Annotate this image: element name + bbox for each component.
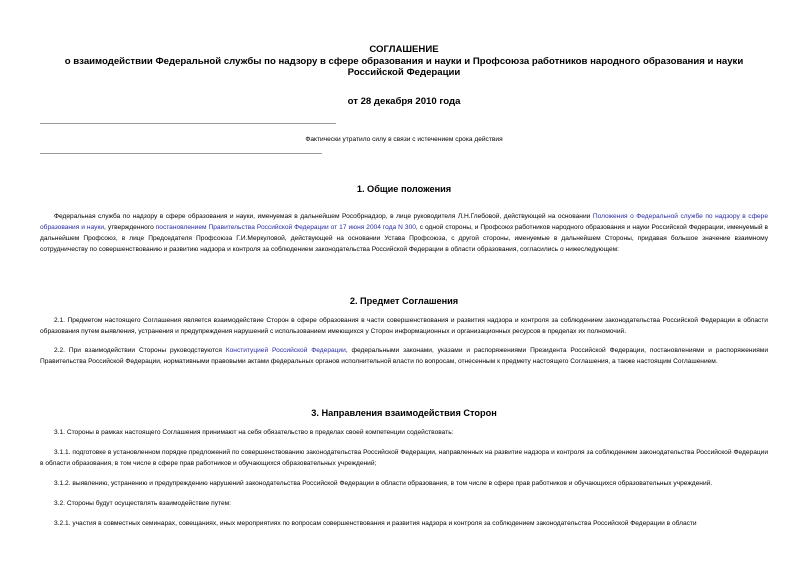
document-title-block bbox=[40, 44, 768, 79]
document-subtitle: о взаимодействии Федеральной службы по надзору в сфере образования и науки и Профсоюза работников народного образования и науки Российской Федерации bbox=[64, 55, 744, 78]
section-1-paragraph bbox=[40, 212, 768, 256]
section-2-heading: 2. Предмет Соглашения bbox=[349, 296, 459, 306]
regulation-link[interactable]: Положения о Федеральной службе по надзору в сфере образования и науки bbox=[40, 213, 768, 231]
document-title: СОГЛАШЕНИЕ bbox=[369, 44, 439, 55]
clause-2-2 bbox=[40, 346, 768, 368]
separator-top bbox=[40, 123, 336, 124]
clause-3-1: 3.1. Стороны в рамках настоящего Соглашения принимают на себя обязательство в пределах своей компетенции содействовать: bbox=[54, 429, 454, 436]
paragraph-text: , с одной стороны, и Профсоюз работников народного образования и науки Российской Федерации, именуемый в дальнейшем Профсоюз, в лице Председателя Профсоюза Г.И.Меркуловой, действующей на основании Устава Профсоюза, с другой стороны, именуемые в дальнейшем Стороны, придавая большое значение взаимному сотрудничеству по совершенствованию и развитию надзора и контроля за соблюдением законодательства Российской Федерации в области образования, согласились о нижеследующем: bbox=[40, 223, 768, 253]
paragraph-text: , утвержденного bbox=[104, 223, 156, 231]
separator-bottom bbox=[40, 153, 322, 154]
clause-3-2-1: 3.2.1. участия в совместных семинарах, совещаниях, иных мероприятиях по вопросам совершенствования и развития надзора и контроля за соблюдением законодательства Российской Федерации в области bbox=[54, 520, 697, 527]
paragraph-text: Федеральная служба по надзору в сфере образования и науки, именуемая в дальнейшем Рособрнадзор, в лице руководителя Л.Н.Глебовой, действующей на основании bbox=[54, 213, 593, 220]
paragraph-text: , федеральными законами, указами и распоряжениями Президента Российской Федерации, постановлениями и распоряжениями Правительства Российской Федерации, нормативными правовыми актами федеральных органов исполнительной власти по вопросам, отнесенным к предмету настоящего Соглашения, а также настоящим Соглашением. bbox=[40, 347, 768, 365]
clause-2-1: 2.1. Предметом настоящего Соглашения является взаимодействие Сторон в сфере образования в части совершенствования и развития надзора и контроля за соблюдением законодательства Российской Федерации в области образования путем выявления, устранения и предупреждения нарушений с использованием имеющихся у Сторон информационных и организационных ресурсов в пределах их полномочий. bbox=[40, 317, 768, 335]
paragraph-text: 2.2. При взаимодействии Стороны руководствуются bbox=[54, 347, 226, 354]
clause-3-2: 3.2. Стороны будут осуществлять взаимодействие путем: bbox=[54, 500, 232, 507]
government-decree-link[interactable]: постановлением Правительства Российской Федерации от 17 июня 2004 года N 300 bbox=[155, 223, 416, 231]
constitution-link[interactable]: Конституцией Российской Федерации bbox=[225, 347, 346, 354]
section-1-heading: 1. Общие положения bbox=[356, 184, 452, 194]
document-date: от 28 декабря 2010 года bbox=[347, 96, 461, 107]
clause-3-1-1: 3.1.1. подготовке в установленном порядке предложений по совершенствованию законодательства Российской Федерации, направленных на развитие надзора и контроля за соблюдением законодательства Российской Федерации в области образования, в том числе в сфере прав работников и обучающихся образовательных учреждений; bbox=[40, 449, 768, 467]
section-3-heading: 3. Направления взаимодействия Сторон bbox=[311, 408, 497, 418]
status-note: Фактически утратило силу в связи с истечением срока действия bbox=[305, 136, 503, 143]
clause-3-1-2: 3.1.2. выявлению, устранению и предупреждению нарушений законодательства Российской Федерации в области образования, в том числе в сфере прав работников и обучающихся образовательных учреждений. bbox=[54, 480, 713, 487]
